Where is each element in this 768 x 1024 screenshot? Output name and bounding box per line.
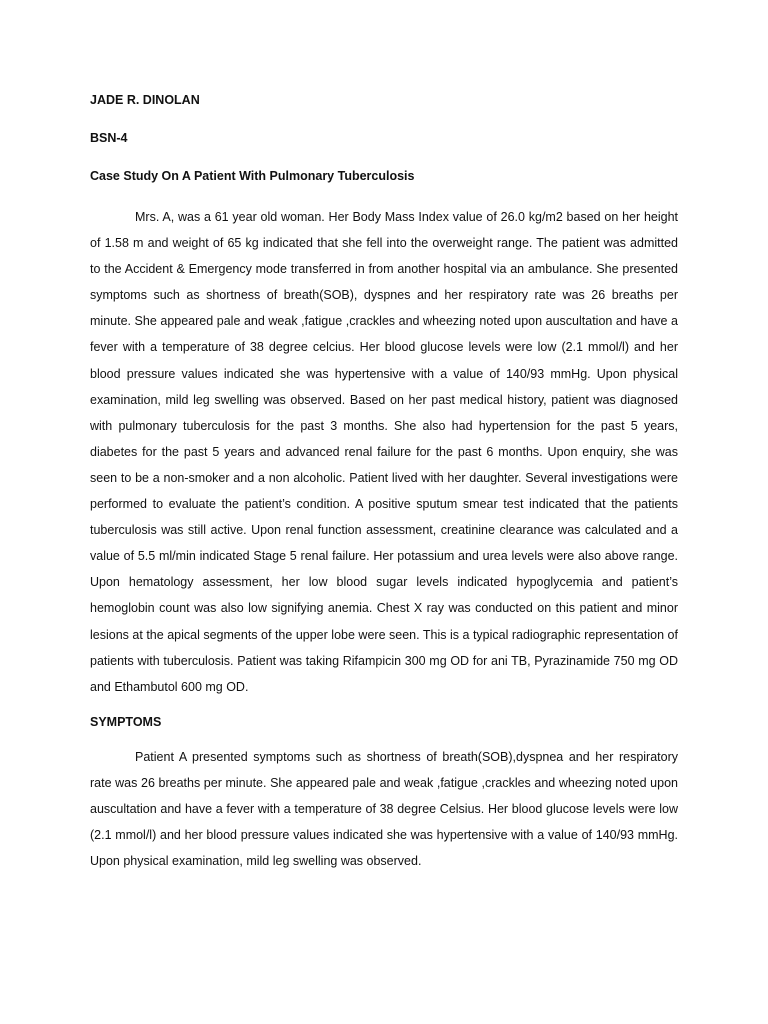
case-paragraph: Mrs. A, was a 61 year old woman. Her Body Mass Index value of 26.0 kg/m2 based on her height of 1.58 m and weight of 65 kg indicated that she fell into the overweight range. The patient was admitted to the Accident & Emergency mode transferred in from another hospital via an ambulance. She presented symptoms such as shortness of breath(SOB), dyspnes and her respiratory rate was 26 breaths per minute. She appeared pale and weak ,fatigue ,crackles and wheezing noted upon auscultation and have a fever with a temperature of 38 degree celcius. Her blood glucose levels were low (2.1 mmol/l) and her blood pressure values indicated she was hypertensive with a value of 140/93 mmHg. Upon physical examination, mild leg swelling was observed. Based on her past medical history, patient was diagnosed with pulmonary tuberculosis for the past 3 months. She also had hypertension for the past 5 years, diabetes for the past 5 years and advanced renal failure for the past 6 months. Upon enquiry, she was seen to be a non-smoker and a non alcoholic. Patient lived with her daughter. Several investigations were performed to evaluate the patient’s condition. A positive sputum smear test indicated that the patients tuberculosis was still active. Upon renal function assessment, creatinine clearance was calculated and a value of 5.5 ml/min indicated Stage 5 renal failure. Her potassium and urea levels were also above range. Upon hematology assessment, her low blood sugar levels indicated hypoglycemia and patient’s hemoglobin count was also low signifying anemia. Chest X ray was conducted on this patient and minor lesions at the apical segments of the upper lobe were seen. This is a typical radiographic representation of patients with tuberculosis. Patient was taking Rifampicin 300 mg OD for ani TB, Pyrazinamide 750 mg OD and Ethambutol 600 mg OD.: [90, 210, 678, 694]
program-label: BSN-4: [90, 131, 128, 145]
document-body: [90, 92, 678, 874]
symptoms-heading: SYMPTOMS: [90, 714, 162, 729]
document-title: Case Study On A Patient With Pulmonary Tuberculosis: [90, 169, 415, 183]
symptoms-paragraph: Patient A presented symptoms such as shortness of breath(SOB),dyspnea and her respiratory rate was 26 breaths per minute. She appeared pale and weak ,fatigue ,crackles and wheezing noted upon auscultation and have a fever with a temperature of 38 degree Celsius. Her blood glucose levels were low (2.1 mmol/l) and her blood pressure values indicated she was hypertensive with a value of 140/93 mmHg. Upon physical examination, mild leg swelling was observed.: [90, 749, 678, 869]
author-name: JADE R. DINOLAN: [90, 93, 200, 107]
